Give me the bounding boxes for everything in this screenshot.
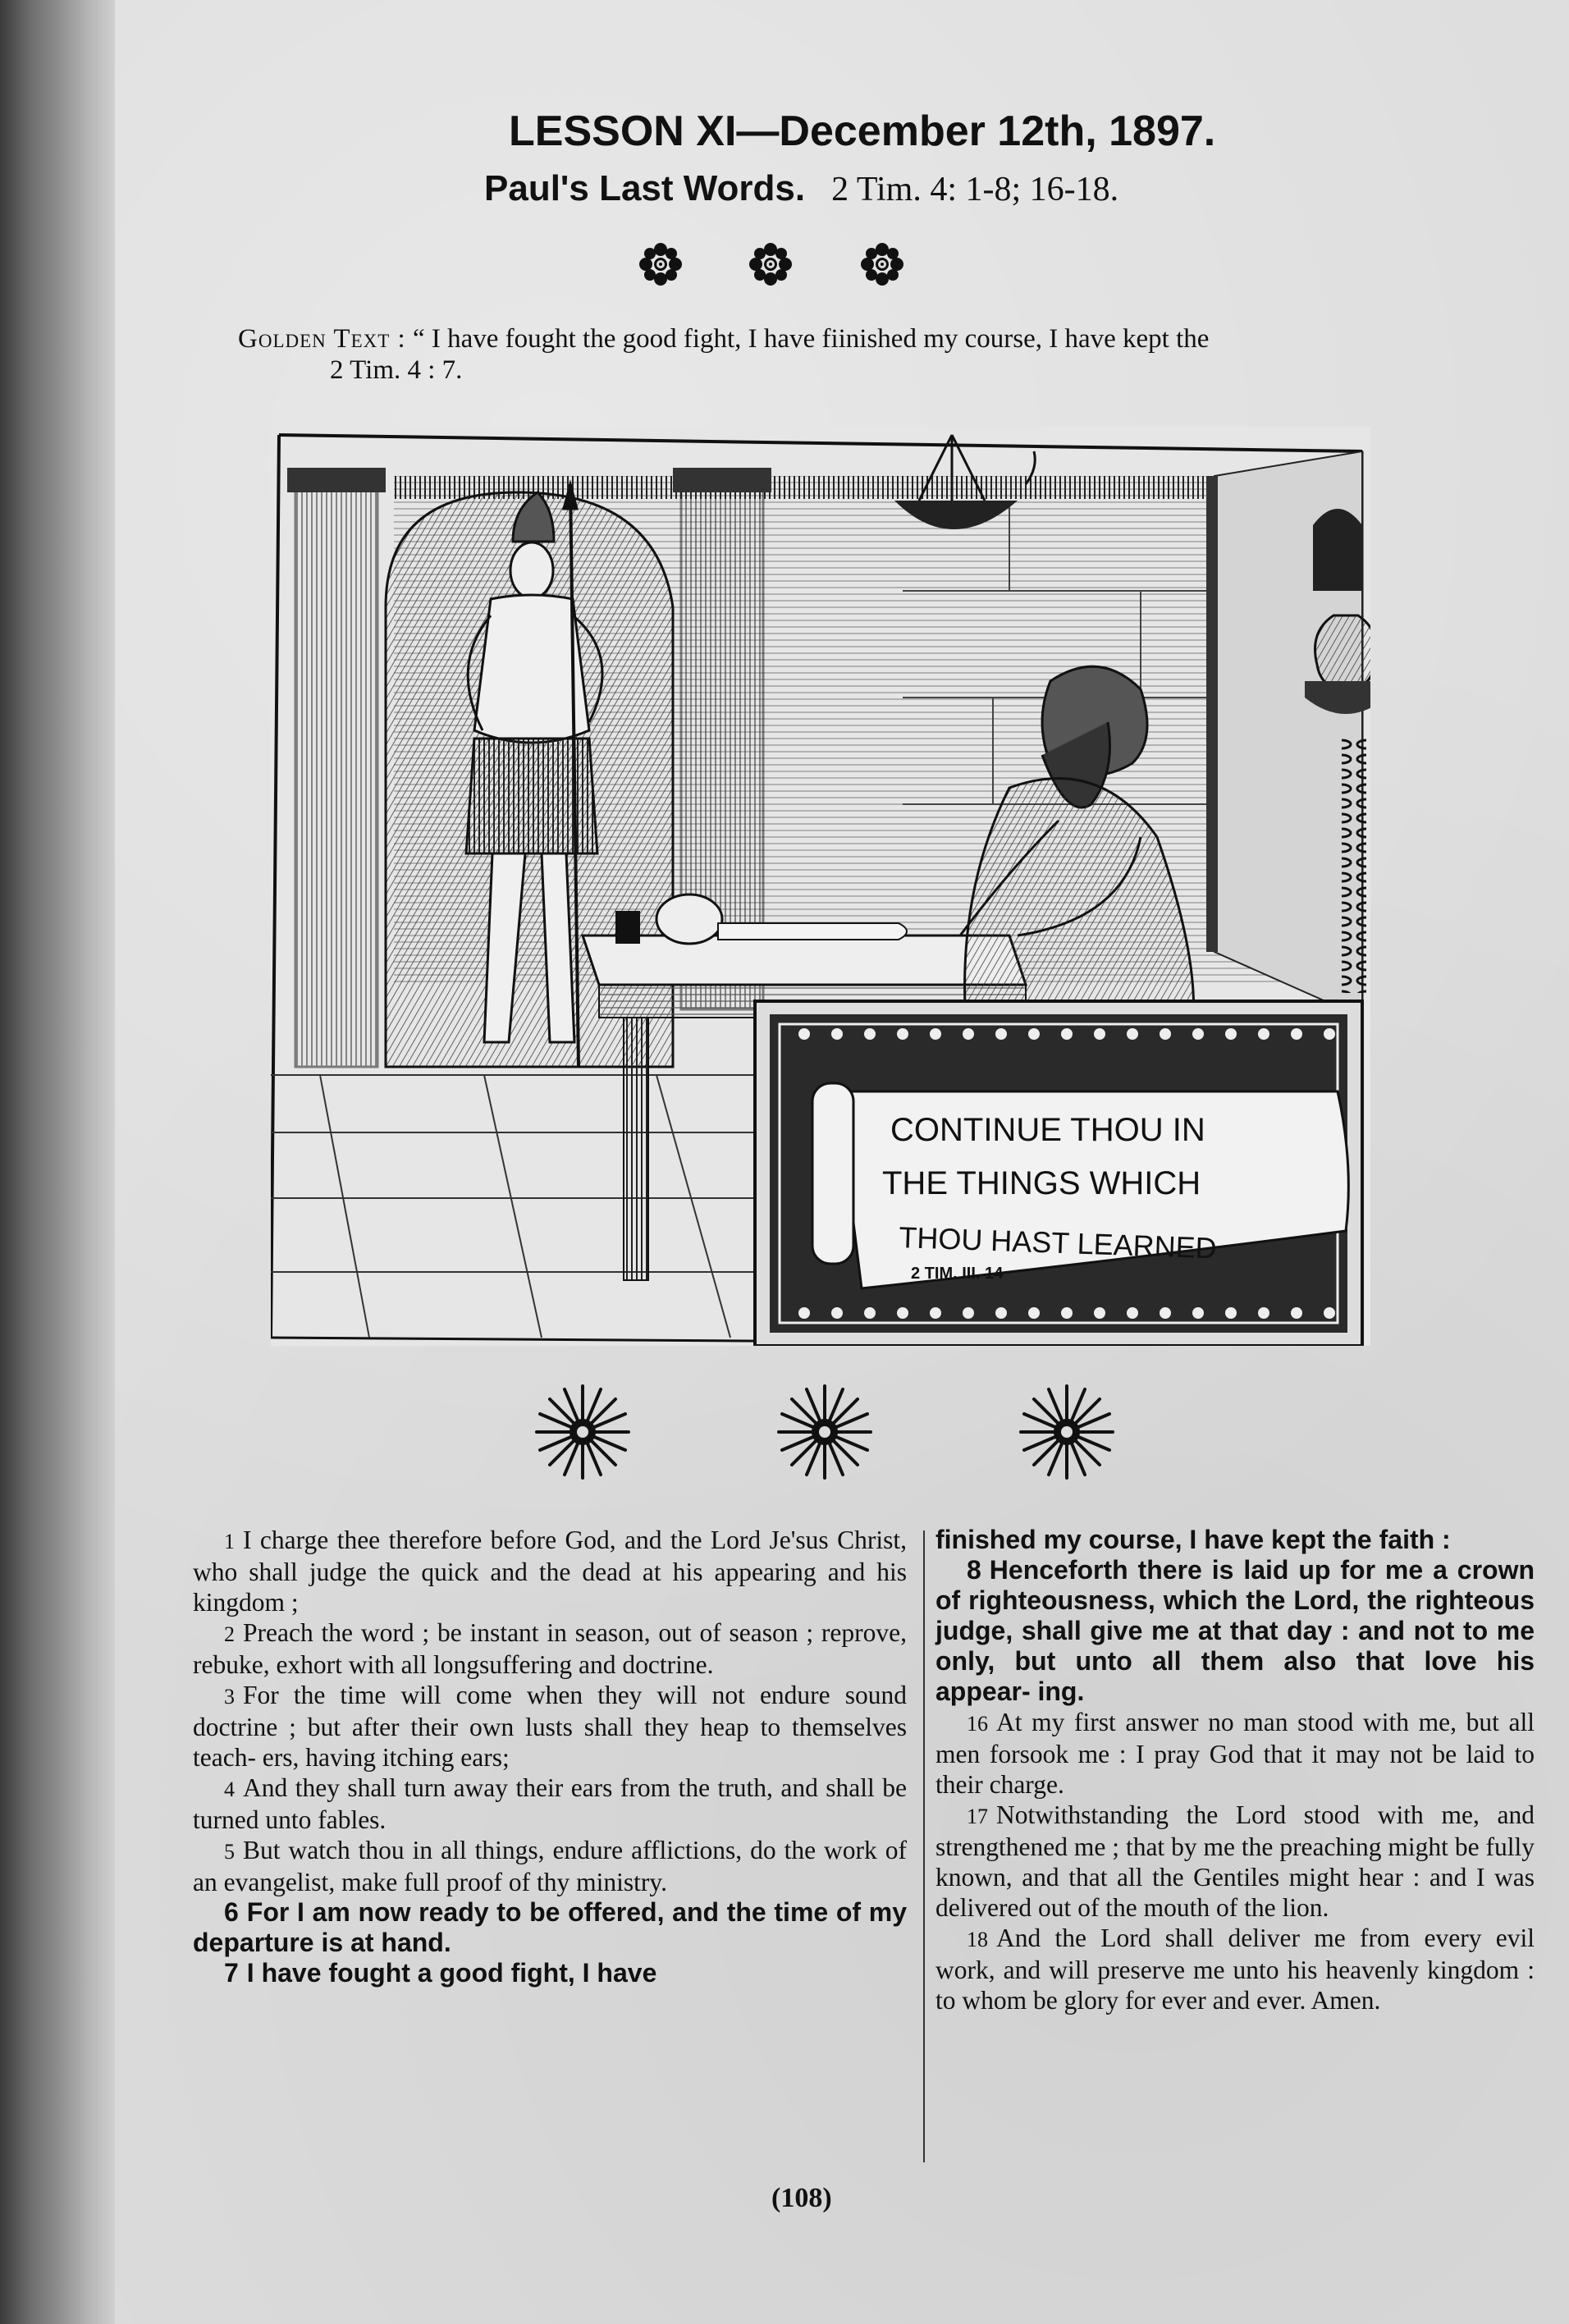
scripture-reference: 2 Tim. 4: 1-8; 16-18.	[831, 171, 1119, 208]
column-divider	[923, 1530, 925, 2162]
banner-line-1: CONTINUE THOU IN	[890, 1112, 1205, 1148]
golden-text-quote: “ I have fought the good fight, I have fiinished my course, I have kept the	[412, 324, 1210, 354]
lesson-title: LESSON XI—December 12th, 1897.	[509, 108, 1216, 155]
verse: 18 And the Lord shall deliver me from every evil work, and will preserve me unto his heavenly kingdom : to whom be glory for ever and ever. Amen.	[935, 1924, 1535, 2015]
rosette-ornament-icon	[748, 242, 793, 286]
banner-reference: 2 TIM. III. 14	[911, 1265, 1004, 1283]
verse: 7 I have fought a good fight, I have	[224, 1958, 657, 1988]
banner-line-2: THE THINGS WHICH	[882, 1165, 1201, 1201]
engraving-illustration	[271, 427, 1370, 1346]
banner-line-3: THOU HAST LEARNED	[898, 1220, 1218, 1265]
page-number: (108)	[771, 2183, 832, 2213]
lesson-subtitle-line	[484, 168, 1118, 209]
verse: 1 I charge thee therefore before God, and the Lord Je'sus Christ, who shall judge the quick and the dead at his appearing and his kingdom ;	[193, 1526, 907, 1617]
verse: 4 And they shall turn away their ears from the truth, and shall be turned unto fables.	[193, 1773, 907, 1834]
verse: 3 For the time will come when they will not endure sound doctrine ; but after their own lusts shall they heap to themselves teach- ers, having itching ears;	[193, 1681, 907, 1772]
book-spine	[0, 0, 123, 2324]
verse: 5 But watch thou in all things, endure afflictions, do the work of an evangelist, make full proof of thy ministry.	[193, 1836, 907, 1896]
verse: 6 For I am now ready to be offered, and the time of my departure is at hand.	[193, 1897, 907, 1957]
book-page	[115, 0, 1569, 2324]
verse: 8 Henceforth there is laid up for me a crown of righteousness, which the Lord, the righteous judge, shall give me at that day : and not to me only, but unto all them also that love his appear- ing.	[935, 1555, 1535, 1706]
golden-text-line	[238, 324, 1209, 355]
scripture-column-right	[935, 1525, 1535, 2015]
scripture-column-left	[193, 1525, 907, 1988]
lesson-subtitle: Paul's Last Words.	[484, 168, 806, 208]
golden-text-reference: 2 Tim. 4 : 7.	[330, 355, 463, 385]
rosette-ornament-icon	[860, 242, 904, 286]
golden-text-label: Golden Text :	[238, 324, 406, 354]
sunburst-ornament-icon	[1018, 1383, 1116, 1481]
verse: 2 Preach the word ; be instant in season, out of season ; reprove, rebuke, exhort with all longsuffering and doctrine.	[193, 1618, 907, 1679]
rosette-ornament-icon	[638, 242, 683, 286]
verse-continuation: finished my course, I have kept the faith :	[935, 1525, 1451, 1554]
sunburst-ornament-icon	[775, 1383, 874, 1481]
verse: 16 At my first answer no man stood with me, but all men forsook me : I pray God that it may not be laid to their charge.	[935, 1708, 1535, 1799]
sunburst-ornament-icon	[533, 1383, 632, 1481]
verse: 17 Notwithstanding the Lord stood with me, and strengthened me ; that by me the preaching might be fully known, and that all the Gentiles might hear : and I was delivered out of the mouth of the lion.	[935, 1800, 1535, 1922]
